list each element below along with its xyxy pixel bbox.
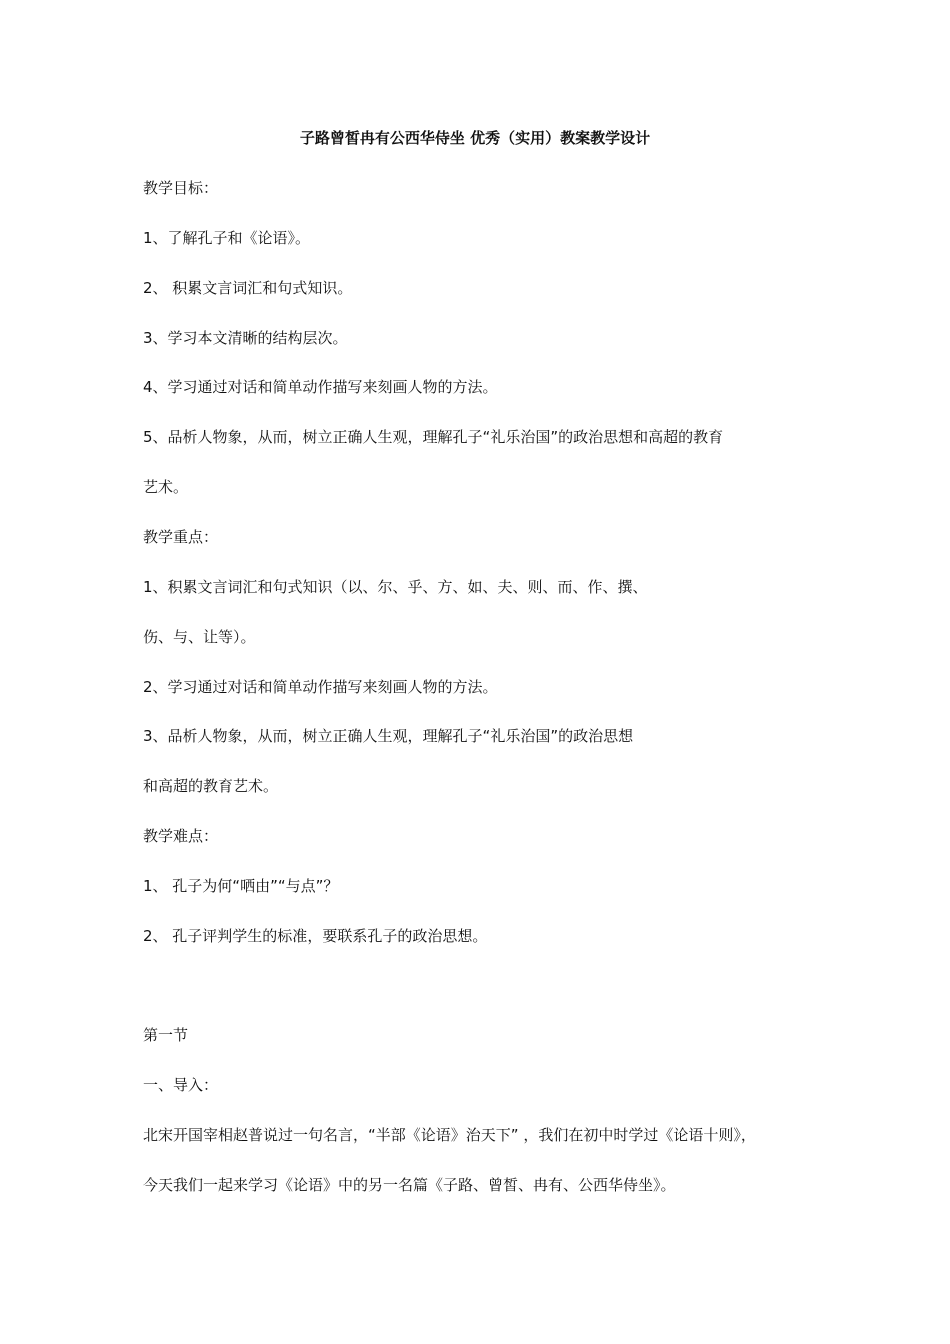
objective-1: 1、了解孔子和《论语》。	[143, 229, 311, 247]
objective-3: 3、学习本文清晰的结构层次。	[143, 329, 348, 347]
objective-4: 4、学习通过对话和简单动作描写来刻画人物的方法。	[143, 378, 498, 396]
document-title: 子路曾皙冉有公西华侍坐 优秀（实用）教案教学设计	[299, 129, 651, 147]
subsection-heading-introduction: 一、导入：	[143, 1076, 219, 1094]
section-heading-difficulties: 教学难点：	[143, 827, 219, 845]
key-point-3-line-2: 和高超的教育艺术。	[143, 777, 279, 795]
introduction-paragraph-line-2: 今天我们一起来学习《论语》中的另一名篇《子路、曾皙、冉有、公西华侍坐》。	[143, 1176, 676, 1194]
introduction-paragraph-line-1: 北宋开国宰相赵普说过一句名言，“半部《论语》治天下” ，我们在初中时学过《论语十则》，	[143, 1126, 756, 1144]
section-heading-objectives: 教学目标：	[143, 179, 219, 197]
difficulty-2: 2、 孔子评判学生的标准，要联系孔子的政治思想。	[143, 927, 488, 945]
key-point-1-line-2: 伤、与、让等）。	[143, 628, 256, 646]
key-point-2: 2、学习通过对话和简单动作描写来刻画人物的方法。	[143, 678, 498, 696]
section-heading-first-period: 第一节	[143, 1026, 189, 1044]
difficulty-1: 1、 孔子为何“哂由”“与点”？	[143, 877, 339, 895]
objective-2: 2、 积累文言词汇和句式知识。	[143, 279, 353, 297]
objective-5-line-2: 艺术。	[143, 478, 189, 496]
key-point-3-line-1: 3、品析人物象，从而，树立正确人生观，理解孔子“礼乐治国”的政治思想	[143, 727, 634, 745]
objective-5-line-1: 5、品析人物象，从而，树立正确人生观，理解孔子“礼乐治国”的政治思想和高超的教育	[143, 428, 724, 446]
key-point-1-line-1: 1、积累文言词汇和句式知识（以、尔、乎、方、如、夫、则、而、作、撰、	[143, 578, 648, 596]
section-heading-key-points: 教学重点：	[143, 528, 219, 546]
